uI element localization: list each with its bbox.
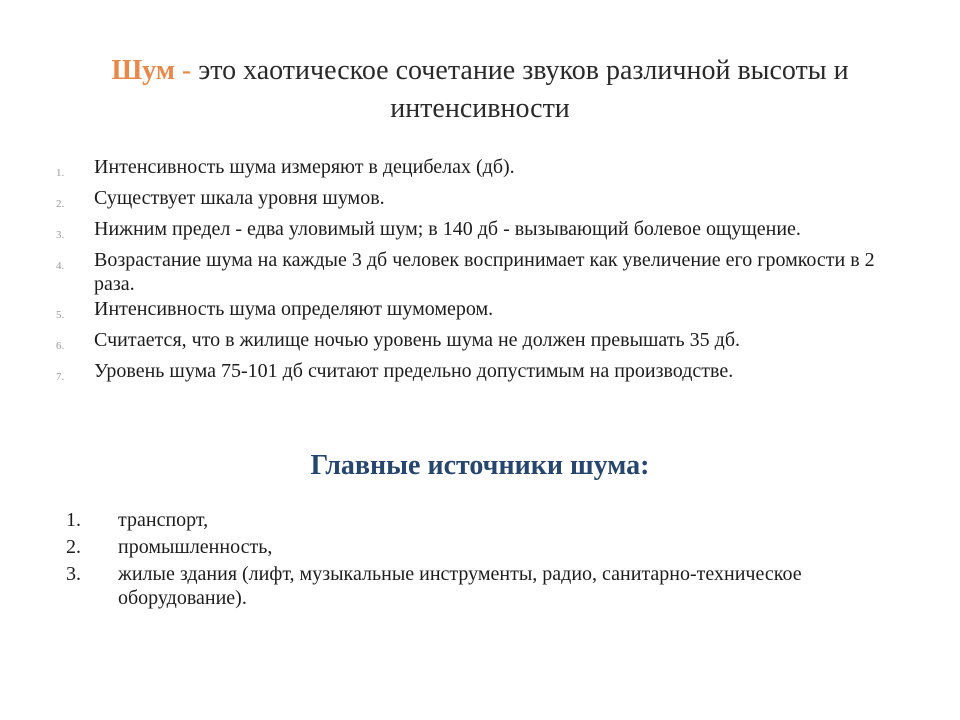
item-number: 4.: [56, 260, 65, 272]
list-item: [56, 155, 886, 185]
list-item: [56, 359, 886, 389]
noise-sources-list: [66, 508, 826, 613]
section-heading: Главные источники шума:: [310, 450, 650, 481]
item-text: Интенсивность шума определяют шумомером.: [94, 298, 494, 320]
list-item: [56, 217, 886, 247]
item-number: 3.: [66, 563, 81, 585]
list-item: [56, 186, 886, 216]
slide-title: [40, 52, 920, 128]
list-item: [56, 328, 886, 358]
list-item: [66, 562, 826, 610]
item-text: жилые здания (лифт, музыкальные инструменты, радио, санитарно-техническое оборудование).: [118, 563, 802, 609]
title-definition: это хаотическое сочетание звуков различной высоты и интенсивности: [198, 55, 849, 124]
item-text: Считается, что в жилище ночью уровень шума не должен превышать 35 дб.: [94, 329, 741, 351]
title-keyword: Шум: [111, 55, 175, 86]
item-number: 7.: [56, 371, 65, 383]
list-item: [66, 535, 826, 559]
list-item: [56, 248, 886, 296]
item-number: 3.: [56, 229, 65, 241]
item-text: Уровень шума 75-101 дб считают предельно допустимым на производстве.: [94, 360, 734, 382]
item-number: 1.: [56, 167, 65, 179]
list-item: [66, 508, 826, 532]
title-dash: -: [174, 55, 199, 86]
item-number: 6.: [56, 340, 65, 352]
list-item: [56, 297, 886, 327]
item-text: Возрастание шума на каждые 3 дб человек воспринимает как увеличение его громкости в 2 раза.: [94, 249, 875, 295]
item-number: 1.: [66, 509, 81, 531]
item-number: 2.: [66, 536, 81, 558]
noise-facts-list: [56, 155, 886, 390]
item-text: Существует шкала уровня шумов.: [94, 187, 385, 209]
item-text: промышленность,: [118, 536, 273, 558]
item-number: 2.: [56, 198, 65, 210]
item-number: 5.: [56, 309, 65, 321]
item-text: Интенсивность шума измеряют в децибелах (дб).: [94, 156, 515, 178]
item-text: транспорт,: [118, 509, 209, 531]
item-text: Нижним предел - едва уловимый шум; в 140 дб - вызывающий болевое ощущение.: [94, 218, 801, 240]
